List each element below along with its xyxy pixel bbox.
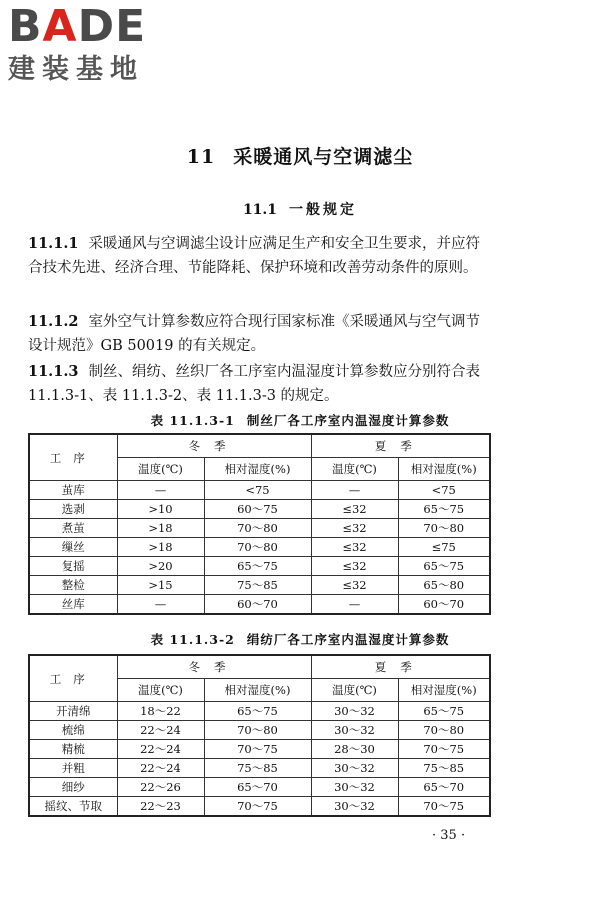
table2-summer-humidity-header: 相对湿度(%) <box>398 679 490 702</box>
page-number: · 35 · <box>432 828 466 843</box>
chapter-number: 11 <box>186 146 216 168</box>
brand-logo <box>8 1 178 92</box>
chapter-title <box>0 142 600 169</box>
table-row: 茧库 — <75 — <75 <box>29 481 490 500</box>
table-row: 丝库 — 60～70 — 60～70 <box>29 595 490 615</box>
table-row: 梳绵 22～24 70～80 30～32 70～80 <box>29 721 490 740</box>
table1-process-header: 工序 <box>29 434 117 481</box>
table-row: 整检 >15 75～85 ≤32 65～80 <box>29 576 490 595</box>
table-row: 摇纹、节取 22～23 70～75 30～32 70～75 <box>29 797 490 817</box>
table-row: 缫丝 >18 70～80 ≤32 ≤75 <box>29 538 490 557</box>
table2-summer-header: 夏季 <box>311 655 490 679</box>
table1-summer-humidity-header: 相对湿度(%) <box>398 458 490 481</box>
table-row: 细纱 22～26 65～70 30～32 65～70 <box>29 778 490 797</box>
chapter-title-text: 采暖通风与空调滤尘 <box>233 146 414 168</box>
table2-winter-header: 冬季 <box>117 655 311 679</box>
table-row: 精梳 22～24 70～75 28～30 70～75 <box>29 740 490 759</box>
table-row: 开清绵 18～22 65～75 30～32 65～75 <box>29 702 490 721</box>
table2-process-header: 工序 <box>29 655 117 702</box>
logo-subtitle: 建装基地 <box>8 54 144 85</box>
table-row: 并粗 22～24 75～85 30～32 75～85 <box>29 759 490 778</box>
table1-winter-humidity-header: 相对湿度(%) <box>204 458 311 481</box>
clause-11-1-1: 11.1.1 采暖通风与空调滤尘设计应满足生产和安全卫生要求，并应符合技术先进、经济合理、节能降耗、保护环境和改善劳动条件的原则。 <box>28 235 480 276</box>
table-row: 复摇 >20 65～75 ≤32 65～75 <box>29 557 490 576</box>
table2-title: 表 11.1.3-2 绢纺厂各工序室内温湿度计算参数 <box>150 632 450 647</box>
table-row: 选剥 >10 60～75 ≤32 65～75 <box>29 500 490 519</box>
table1-title: 表 11.1.3-1 制丝厂各工序室内温湿度计算参数 <box>150 413 450 428</box>
table1-summer-header: 夏季 <box>311 434 490 458</box>
table2-winter-temp-header: 温度(℃) <box>117 679 204 702</box>
table1-winter-temp-header: 温度(℃) <box>117 458 204 481</box>
table1-summer-temp-header: 温度(℃) <box>311 458 398 481</box>
table1 <box>28 433 491 615</box>
section-title-text: 一般规定 <box>289 202 358 218</box>
table2-winter-humidity-header: 相对湿度(%) <box>204 679 311 702</box>
table2-summer-temp-header: 温度(℃) <box>311 679 398 702</box>
clause-11-1-2: 11.1.2 室外空气计算参数应符合现行国家标准《采暖通风与空气调节设计规范》GB 50019 的有关规定。 <box>28 313 480 354</box>
table1-winter-header: 冬季 <box>117 434 311 458</box>
logo-wordmark: BADE <box>8 1 147 52</box>
section-number: 11.1 <box>242 202 278 218</box>
table-row: 煮茧 >18 70～80 ≤32 70～80 <box>29 519 490 538</box>
table2 <box>28 654 491 817</box>
clause-11-1-3: 11.1.3 制丝、绢纺、丝织厂各工序室内温湿度计算参数应分别符合表 11.1.3-1、表 11.1.3-2、表 11.1.3-3 的规定。 <box>28 363 480 404</box>
section-title <box>0 199 600 219</box>
